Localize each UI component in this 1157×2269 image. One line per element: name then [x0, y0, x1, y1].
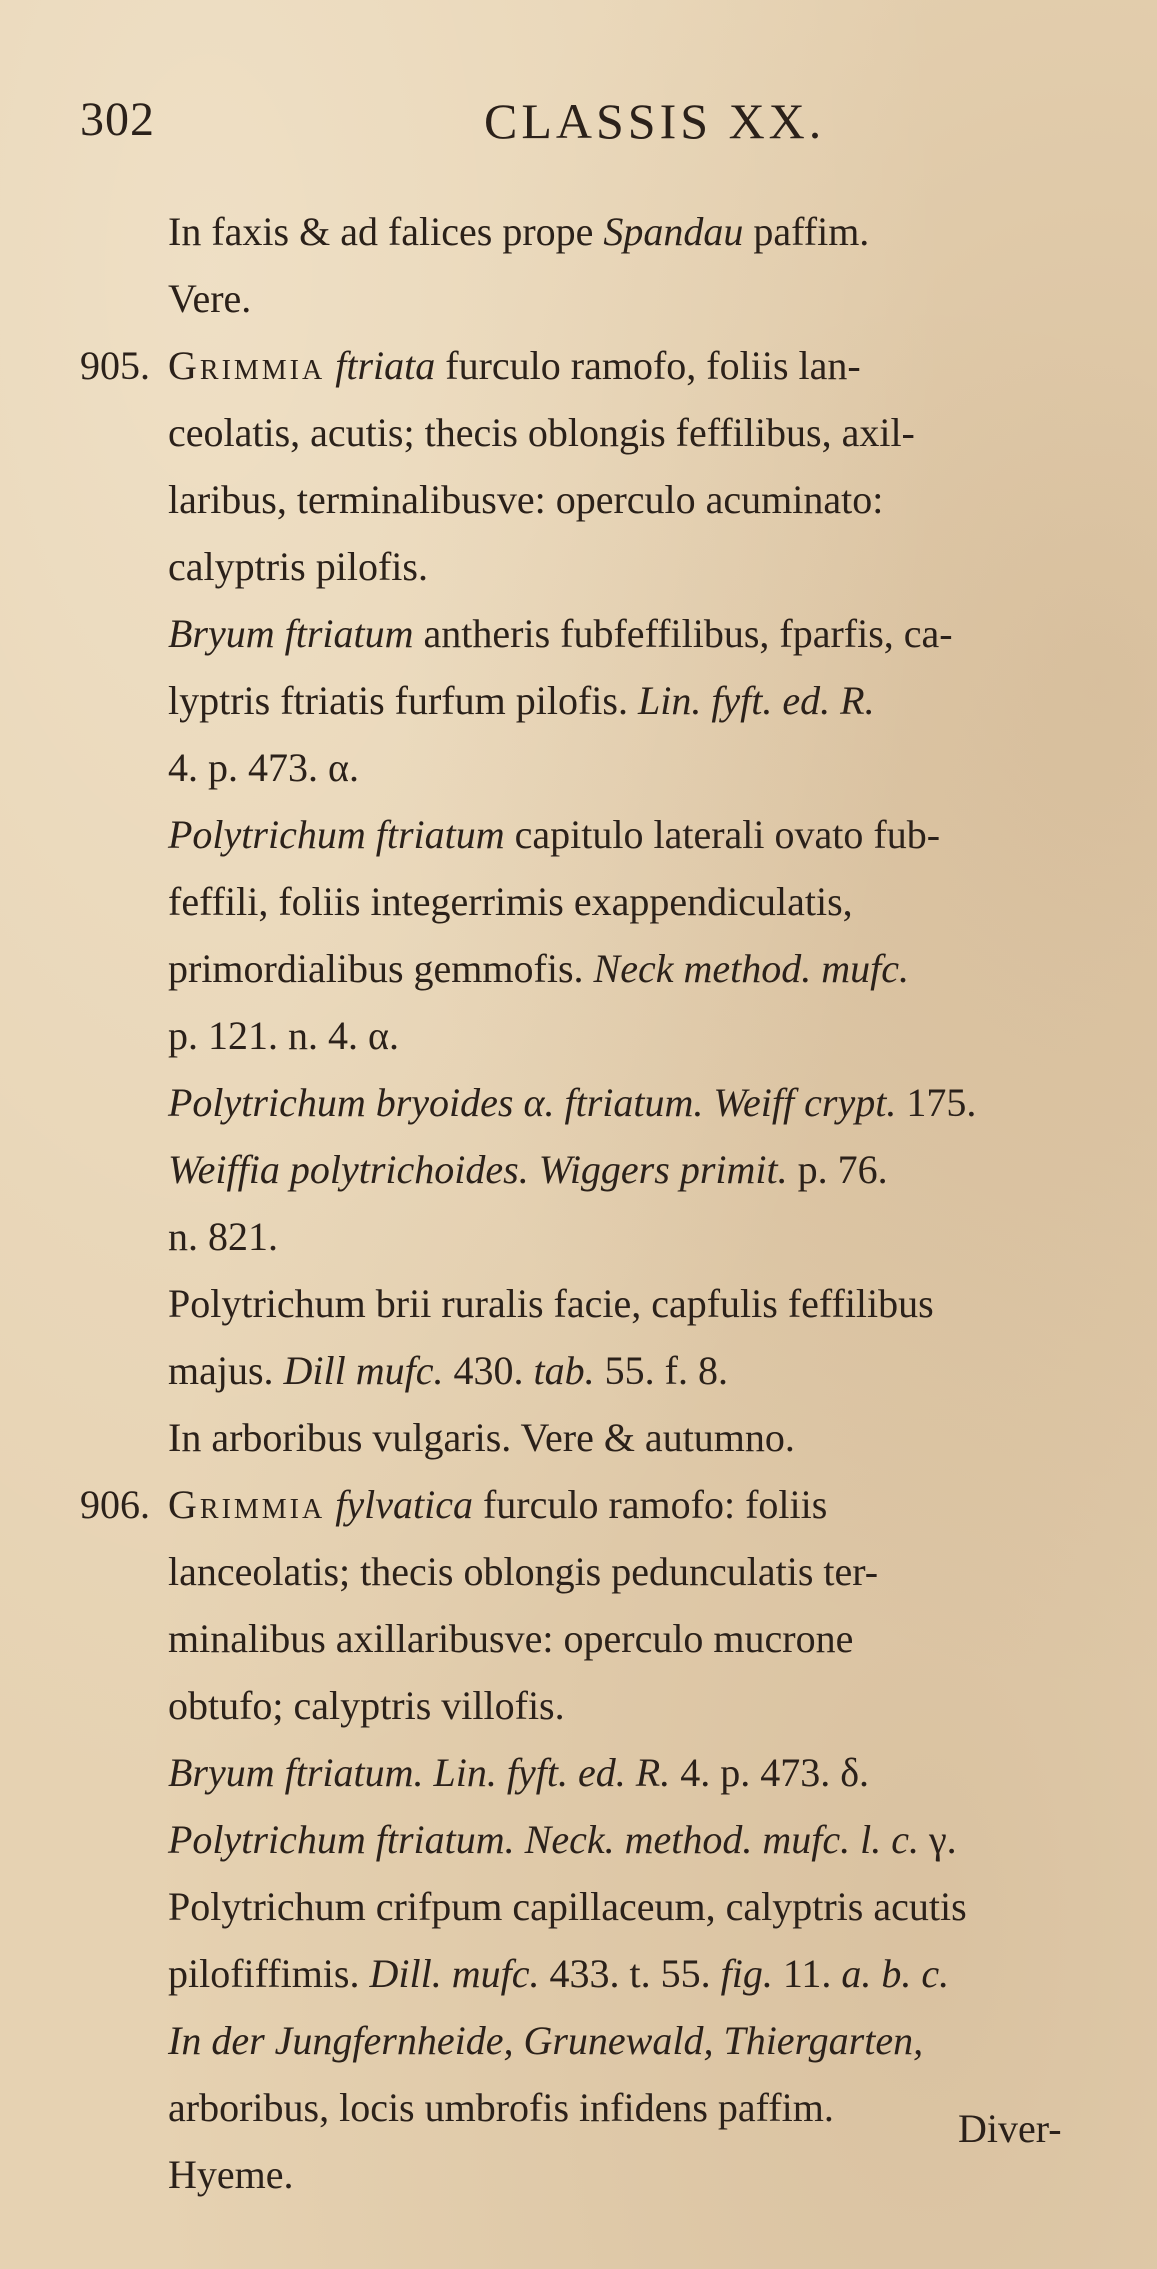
text-line [80, 265, 1090, 332]
entry-number: 905. [80, 343, 150, 388]
italic-text: ftriata [335, 343, 436, 388]
text-segment: capitulo laterali ovato fub- [504, 812, 941, 857]
text-segment: ad falices prope [330, 209, 604, 254]
text-segment: furculo ramofo, foliis lan- [435, 343, 861, 388]
text-segment: feffili, foliis integerrimis exappendiculatis, [168, 879, 853, 924]
italic-text: Polytrichum ftriatum. Neck. method. mufc. l. c. [168, 1817, 919, 1862]
text-segment: Polytrichum brii ruralis facie, capfulis feffilibus [168, 1281, 934, 1326]
text-segment: paffim. [743, 209, 870, 254]
text-line [80, 1002, 1090, 1069]
italic-text: Dill mufc. [283, 1348, 444, 1393]
italic-text: a. b. c. [841, 1951, 950, 1996]
text-segment: laribus, terminalibusve: operculo acuminato: [168, 477, 884, 522]
text-segment: In faxis [168, 209, 300, 254]
text-segment: 11. [772, 1951, 842, 1996]
text-line [80, 2074, 1090, 2141]
entry-number: 906. [80, 1482, 150, 1527]
catchword: Diver- [958, 2106, 1062, 2151]
italic-text: Neck method. mufc. [593, 946, 909, 991]
italic-text: Lin. fyft. ed. R. [637, 678, 875, 723]
text-segment: 4. p. 473. δ. [670, 1750, 870, 1795]
text-segment: calyptris pilofis. [168, 544, 428, 589]
text-line [80, 1538, 1090, 1605]
text-line [80, 1605, 1090, 1672]
text-segment: furculo ramofo: foliis [472, 1482, 828, 1527]
text-segment: 4. p. 473. α. [168, 745, 359, 790]
text-segment: minalibus axillaribusve: operculo mucrone [168, 1616, 854, 1661]
text-segment: primordialibus gemmofis. [168, 946, 594, 991]
text-segment: p. 76. [787, 1147, 888, 1192]
text-line [80, 1404, 1090, 1471]
italic-text: Weiffia polytrichoides. Wiggers primit. [168, 1147, 788, 1192]
text-segment: γ. [918, 1817, 957, 1862]
text-line [80, 533, 1090, 600]
italic-text: Spandau [603, 209, 744, 254]
text-line [80, 801, 1090, 868]
text-segment: obtufo; calyptris villofis. [168, 1683, 565, 1728]
running-head: CLASSIS XX. [484, 93, 826, 149]
text-segment: Vere. [168, 276, 252, 321]
text-segment: antheris fubfeffilibus, fparfis, ca- [413, 611, 953, 656]
italic-text: Polytrichum ftriatum [168, 812, 505, 857]
text-segment: Hyeme. [168, 2152, 294, 2197]
text-line [80, 332, 1090, 399]
text-segment: n. 821. [168, 1214, 278, 1259]
text-line [80, 1873, 1090, 1940]
text-segment: lyptris ftriatis furfum pilofis. [168, 678, 638, 723]
italic-text: Bryum ftriatum [168, 611, 414, 656]
text-line [80, 1270, 1090, 1337]
text-segment: 55. f. 8. [594, 1348, 728, 1393]
text-segment: 175. [896, 1080, 977, 1125]
text-line [80, 1739, 1090, 1806]
text-line [80, 734, 1090, 801]
text-line [80, 2141, 1090, 2208]
text-segment: In arboribus vulgaris. Vere & autumno. [168, 1415, 795, 1460]
text-segment: Polytrichum crifpum capillaceum, calyptris acutis [168, 1884, 967, 1929]
text-line [80, 868, 1090, 935]
text-line [80, 1672, 1090, 1739]
page-number: 302 [80, 93, 155, 146]
italic-text: In der Jungfernheide, Grunewald, Thiergarten, [168, 2018, 924, 2063]
body-text [80, 198, 1090, 2208]
text-line [80, 1069, 1090, 1136]
text-segment [325, 1482, 335, 1527]
text-segment: 433. t. 55. [539, 1951, 721, 1996]
italic-text: Bryum ftriatum. Lin. fyft. ed. R. [168, 1750, 671, 1795]
text-line [80, 1471, 1090, 1538]
text-line [80, 1337, 1090, 1404]
text-segment: & [299, 209, 331, 254]
text-line [80, 466, 1090, 533]
text-line [80, 2007, 1090, 2074]
text-line [80, 198, 1090, 265]
italic-text: Dill. mufc. [369, 1951, 540, 1996]
italic-text: Polytrichum bryoides α. ftriatum. Weiff crypt. [168, 1080, 897, 1125]
genus-name: Grimmia [168, 1482, 326, 1527]
text-line [80, 600, 1090, 667]
italic-text: fig. [720, 1951, 773, 1996]
text-segment: arboribus, locis umbrofis infidens paffim. [168, 2085, 834, 2130]
text-segment: ceolatis, acutis; thecis oblongis feffilibus, axil- [168, 410, 915, 455]
text-line [80, 1136, 1090, 1203]
italic-text: tab. [533, 1348, 595, 1393]
text-line [80, 1806, 1090, 1873]
text-line [80, 1940, 1090, 2007]
text-line [80, 1203, 1090, 1270]
italic-text: fylvatica [335, 1482, 473, 1527]
text-segment: p. 121. n. 4. α. [168, 1013, 399, 1058]
text-segment: majus. [168, 1348, 284, 1393]
text-segment: 430. [443, 1348, 534, 1393]
text-line [80, 399, 1090, 466]
genus-name: Grimmia [168, 343, 326, 388]
text-line [80, 667, 1090, 734]
text-line [80, 935, 1090, 1002]
page-header [80, 92, 1080, 162]
text-segment [325, 343, 335, 388]
text-segment: lanceolatis; thecis oblongis pedunculatis ter- [168, 1549, 879, 1594]
text-segment: pilofiffimis. [168, 1951, 370, 1996]
